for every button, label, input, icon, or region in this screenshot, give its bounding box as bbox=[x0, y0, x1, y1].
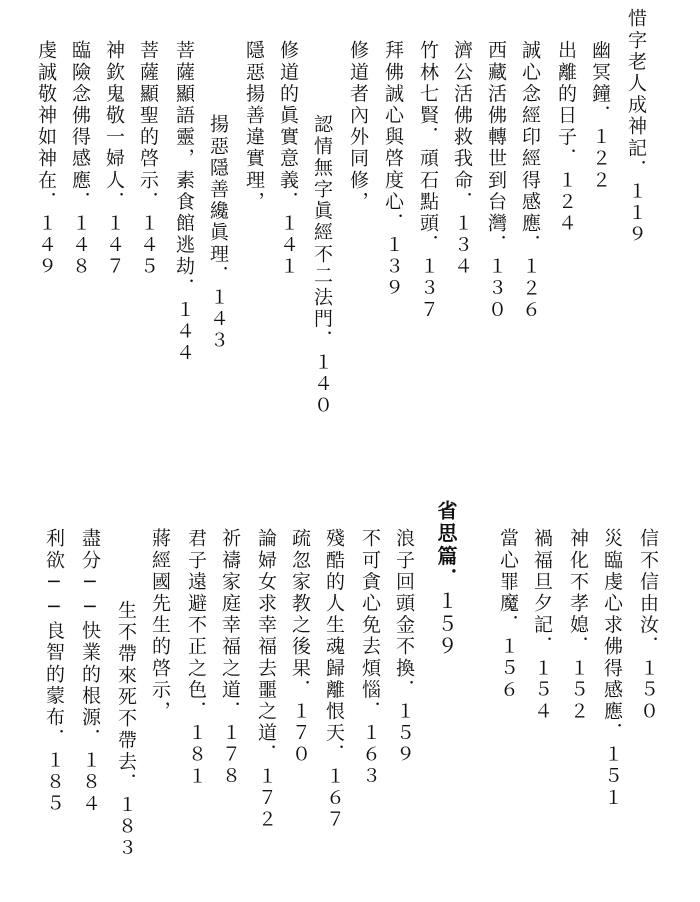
separator-dot: ． bbox=[567, 636, 589, 658]
toc-entry bbox=[496, 528, 520, 701]
toc-entry bbox=[276, 40, 300, 278]
toc-entry bbox=[254, 528, 278, 830]
separator-dot: ． bbox=[219, 700, 241, 723]
entry-title: 盡分──快業的根源 bbox=[79, 528, 101, 729]
entry-page: １４８ bbox=[69, 212, 91, 278]
toc-entry bbox=[42, 528, 66, 815]
entry-title: 神欽鬼敬一婦人 bbox=[103, 40, 125, 192]
entry-page: １１９ bbox=[625, 180, 647, 246]
entry-page: １５０ bbox=[637, 657, 659, 723]
toc-entry bbox=[588, 40, 612, 191]
entry-title: 拜佛誠心與啓度心 bbox=[382, 40, 404, 213]
separator-dot: ． bbox=[555, 148, 577, 170]
entry-title: 濟公活佛救我命 bbox=[451, 40, 473, 192]
entry-title: 修道的眞實意義 bbox=[277, 40, 299, 192]
toc-entry bbox=[218, 528, 242, 787]
toc-entry bbox=[600, 528, 624, 809]
separator-dot: ． bbox=[79, 728, 101, 751]
separator-dot: ． bbox=[625, 159, 647, 181]
toc-entry bbox=[484, 40, 508, 321]
toc-entry bbox=[172, 40, 196, 364]
toc-entry bbox=[392, 528, 416, 766]
entry-title: 蔣經國先生的啓示， bbox=[149, 528, 171, 723]
toc-entry bbox=[34, 40, 58, 278]
entry-page: １６３ bbox=[359, 722, 381, 788]
entry-page: １５２ bbox=[567, 657, 589, 723]
separator-dot: ． bbox=[323, 744, 345, 766]
separator-dot: ． bbox=[115, 772, 137, 795]
separator-dot: ． bbox=[637, 636, 659, 658]
entry-page: １４３ bbox=[207, 286, 229, 352]
separator-dot: ． bbox=[589, 104, 611, 127]
entry-page: １５１ bbox=[601, 744, 623, 809]
entry-title: 論婦女求幸福去噩之道 bbox=[255, 528, 277, 744]
toc-entry bbox=[310, 114, 334, 416]
entry-title: 竹林七賢．頑石點頭 bbox=[417, 40, 439, 235]
entry-title: 浪子回頭金不換 bbox=[393, 528, 415, 680]
entry-title: 神化不孝媳 bbox=[567, 528, 589, 636]
entry-page: １７２ bbox=[255, 765, 277, 831]
toc-entry bbox=[624, 8, 648, 246]
toc-entry bbox=[242, 40, 266, 213]
entry-title: 菩薩顯語靈，素食館逃劫 bbox=[173, 40, 195, 278]
separator-dot: ． bbox=[519, 234, 541, 257]
entry-title: 當心罪魔 bbox=[497, 528, 519, 615]
entry-page: １４９ bbox=[35, 212, 57, 278]
entry-title: 君子遠避不正之色 bbox=[185, 528, 207, 701]
toc-entry bbox=[78, 528, 102, 815]
entry-title: 禍福旦夕記 bbox=[531, 528, 553, 636]
entry-page: １３０ bbox=[485, 256, 507, 321]
separator-dot: ． bbox=[137, 191, 159, 213]
entry-page: １４５ bbox=[137, 212, 159, 278]
entry-title: 揚惡隱善纔眞理 bbox=[207, 114, 229, 266]
toc-entry bbox=[206, 114, 230, 352]
entry-page: １５６ bbox=[497, 636, 519, 701]
separator-dot: ． bbox=[277, 191, 299, 213]
entry-title: 認情無字眞經不二法門 bbox=[311, 114, 333, 330]
toc-entry bbox=[148, 528, 172, 722]
entry-page: １４４ bbox=[173, 299, 195, 365]
separator-dot: ． bbox=[451, 191, 473, 213]
separator-dot: ． bbox=[69, 191, 91, 213]
entry-title: 出離的日子 bbox=[555, 40, 577, 148]
section-heading bbox=[434, 500, 458, 658]
entry-page: １４０ bbox=[311, 351, 333, 417]
separator-dot: ． bbox=[382, 212, 404, 235]
toc-entry bbox=[450, 40, 474, 278]
entry-title: 菩薩顯聖的啓示 bbox=[137, 40, 159, 192]
entry-title: 信不信由汝 bbox=[637, 528, 659, 636]
separator-dot: ． bbox=[173, 277, 195, 300]
entry-page: １３７ bbox=[417, 256, 439, 321]
entry-title: 惜字老人成神記 bbox=[625, 8, 647, 160]
toc-entry bbox=[68, 40, 92, 278]
toc-entry bbox=[136, 40, 160, 278]
separator-dot: ． bbox=[359, 700, 381, 723]
separator-dot: ． bbox=[485, 234, 507, 257]
toc-entry bbox=[636, 528, 660, 722]
entry-page: １４１ bbox=[277, 212, 299, 278]
entry-page: １２６ bbox=[519, 256, 541, 321]
separator-dot: ． bbox=[417, 234, 439, 257]
entry-page: １７８ bbox=[219, 722, 241, 788]
toc-entry bbox=[358, 528, 382, 787]
separator-dot: ． bbox=[289, 679, 311, 701]
entry-title: 生不帶來死不帶去 bbox=[115, 600, 137, 773]
entry-title: 幽冥鐘 bbox=[589, 40, 611, 105]
entry-page: １７０ bbox=[289, 700, 311, 766]
toc-entry bbox=[346, 40, 370, 213]
entry-page: １８４ bbox=[79, 750, 101, 815]
entry-page: １３４ bbox=[451, 212, 473, 278]
separator-dot: ． bbox=[497, 614, 519, 637]
entry-page: １２２ bbox=[589, 126, 611, 192]
entry-page: １８５ bbox=[43, 750, 65, 815]
entry-page: １８３ bbox=[115, 794, 137, 860]
section-title: 省思篇 bbox=[434, 500, 458, 568]
separator-dot: ． bbox=[103, 191, 125, 213]
separator-dot: ． bbox=[185, 700, 207, 723]
separator-dot: ． bbox=[35, 191, 57, 213]
entry-title: 殘酷的人生魂歸離恨天 bbox=[323, 528, 345, 744]
entry-page: １２４ bbox=[555, 169, 577, 235]
entry-title: 臨險念佛得感應 bbox=[69, 40, 91, 192]
entry-title: 災臨虔心求佛得感應 bbox=[601, 528, 623, 723]
separator-dot: ． bbox=[207, 265, 229, 287]
entry-title: 疏忽家教之後果 bbox=[289, 528, 311, 680]
entry-title: 利欲──良智的蒙布 bbox=[43, 528, 65, 729]
toc-entry bbox=[566, 528, 590, 722]
separator-dot: ． bbox=[311, 330, 333, 352]
separator-dot: ． bbox=[255, 744, 277, 766]
entry-title: 誠心念經印經得感應 bbox=[519, 40, 541, 235]
separator-dot: ． bbox=[434, 567, 458, 591]
entry-title: 隱惡揚善違實理， bbox=[243, 40, 265, 213]
toc-entry bbox=[184, 528, 208, 787]
entry-title: 不可貪心免去煩惱 bbox=[359, 528, 381, 701]
entry-page: １６７ bbox=[323, 765, 345, 831]
toc-entry bbox=[416, 40, 440, 321]
entry-page: １８１ bbox=[185, 722, 207, 788]
separator-dot: ． bbox=[531, 636, 553, 658]
toc-entry bbox=[381, 40, 405, 299]
toc-entry bbox=[102, 40, 126, 278]
toc-entry bbox=[288, 528, 312, 766]
toc-entry bbox=[518, 40, 542, 321]
separator-dot: ． bbox=[43, 728, 65, 751]
toc-entry bbox=[322, 528, 346, 830]
toc-entry bbox=[554, 40, 578, 234]
entry-page: １４７ bbox=[103, 212, 125, 278]
entry-page: １５９ bbox=[393, 700, 415, 766]
entry-page: １３９ bbox=[382, 234, 404, 300]
toc-entry bbox=[114, 600, 138, 859]
entry-title: 虔誠敬神如神在 bbox=[35, 40, 57, 192]
entry-title: 西藏活佛轉世到台灣 bbox=[485, 40, 507, 235]
separator-dot: ． bbox=[393, 679, 415, 701]
entry-title: 修道者內外同修， bbox=[347, 40, 369, 213]
toc-entry bbox=[530, 528, 554, 722]
separator-dot: ． bbox=[601, 722, 623, 745]
entry-page: １５４ bbox=[531, 657, 553, 723]
entry-title: 祈禱家庭幸福之道 bbox=[219, 528, 241, 701]
section-page: １５９ bbox=[434, 590, 458, 659]
